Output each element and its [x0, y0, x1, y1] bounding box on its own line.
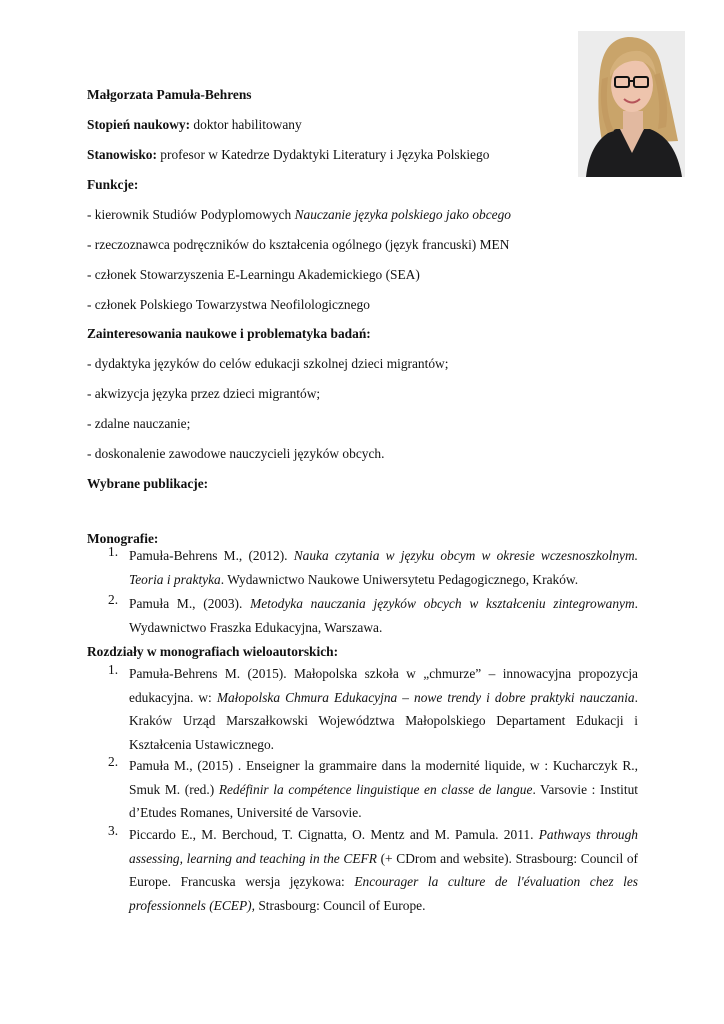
- position-value: profesor w Katedrze Dydaktyki Literatury i Języka Polskiego: [156, 147, 490, 162]
- function-item-italic: Nauczanie języka polskiego jako obcego: [294, 207, 511, 222]
- functions-heading: Funkcje:: [87, 177, 139, 192]
- citation-text: . Wydawnictwo Naukowe Uniwersytetu Pedagogicznego, Kraków.: [220, 571, 579, 587]
- citation-title: Redéfinir la compétence linguistique en classe de langue: [218, 781, 533, 797]
- citation-text: Pamuła-Behrens M., (2012).: [129, 548, 294, 563]
- monograph-text: [129, 544, 638, 591]
- publications-heading: Wybrane publikacje:: [87, 476, 209, 491]
- monographs-heading: Monografie:: [87, 531, 159, 546]
- chapter-text: [129, 823, 638, 917]
- degree-label: Stopień naukowy:: [87, 117, 191, 132]
- citation-title: Małopolska Chmura Edukacyjna – nowe trendy i dobre praktyki nauczania: [216, 689, 635, 705]
- chapter-text: [129, 662, 638, 756]
- monograph-text: [129, 592, 638, 639]
- list-number: 1.: [108, 544, 119, 559]
- position-label: Stanowisko:: [87, 147, 157, 162]
- citation-text: . Varsovie : Institut d’Etudes Romanes, Université de Varsovie.: [129, 781, 638, 820]
- degree-value: doktor habilitowany: [190, 117, 302, 132]
- citation-text: . Kraków Urząd Marszałkowski Województwa Małopolskiego Departament Edukacji i Kształcenia Ustawicznego.: [129, 689, 638, 752]
- citation-text: Strasbourg: Council of Europe.: [254, 897, 426, 913]
- list-number: 2.: [108, 592, 119, 607]
- list-number: 2.: [108, 754, 119, 769]
- interest-item: - zdalne nauczanie;: [87, 416, 191, 431]
- citation-text: Piccardo E., M. Berchoud, T. Cignatta, O. Mentz and M. Pamula. 2011.: [129, 827, 539, 842]
- position-line: [87, 146, 489, 163]
- citation-text: Pamuła M., (2015) . Enseigner la grammaire dans la modernité liquide, w : Kucharczyk R., Smuk M. (red.): [129, 758, 638, 797]
- function-item: [87, 206, 511, 223]
- function-item: - członek Polskiego Towarzystwa Neofilologicznego: [87, 297, 370, 312]
- function-item: - rzeczoznawca podręczników do kształcenia ogólnego (język francuski) MEN: [87, 237, 510, 252]
- citation-title: Nauka czytania w języku obcym w okresie wczesnoszkolnym. Teoria i praktyka: [129, 548, 638, 587]
- function-item: - członek Stowarzyszenia E-Learningu Akademickiego (SEA): [87, 267, 420, 282]
- citation-text: Pamuła-Behrens M. (2015). Małopolska szkoła w „chmurze” – innowacyjna propozycja edukacyjna. w:: [129, 666, 638, 705]
- citation-text: Pamuła M., (2003).: [129, 596, 251, 611]
- citation-title: Pathways through assessing, learning and teaching in the CEFR: [129, 827, 638, 866]
- citation-title: Encourager la culture de l'évaluation chez les professionnels (ECEP),: [129, 874, 638, 913]
- chapter-text: [129, 754, 638, 825]
- interest-item: - doskonalenie zawodowe nauczycieli języków obcych.: [87, 446, 385, 461]
- person-name: Małgorzata Pamuła-Behrens: [87, 87, 252, 102]
- citation-text: . Wydawnictwo Fraszka Edukacyjna, Warszawa.: [129, 596, 638, 635]
- portrait-photo: [578, 31, 685, 177]
- interests-heading: Zainteresowania naukowe i problematyka badań:: [87, 326, 371, 341]
- citation-text: (+ CDrom and website). Strasbourg: Council of Europe. Francuska wersja językowa:: [129, 850, 639, 889]
- function-item-text: - kierownik Studiów Podyplomowych: [87, 207, 295, 222]
- chapters-heading: Rozdziały w monografiach wieloautorskich:: [87, 644, 339, 659]
- interest-item: - dydaktyka języków do celów edukacji szkolnej dzieci migrantów;: [87, 356, 449, 371]
- list-number: 3.: [108, 823, 119, 838]
- degree-line: [87, 116, 302, 133]
- list-number: 1.: [108, 662, 119, 677]
- citation-title: Metodyka nauczania języków obcych w kształceniu zintegrowanym: [250, 596, 635, 611]
- interest-item: - akwizycja języka przez dzieci migrantów;: [87, 386, 321, 401]
